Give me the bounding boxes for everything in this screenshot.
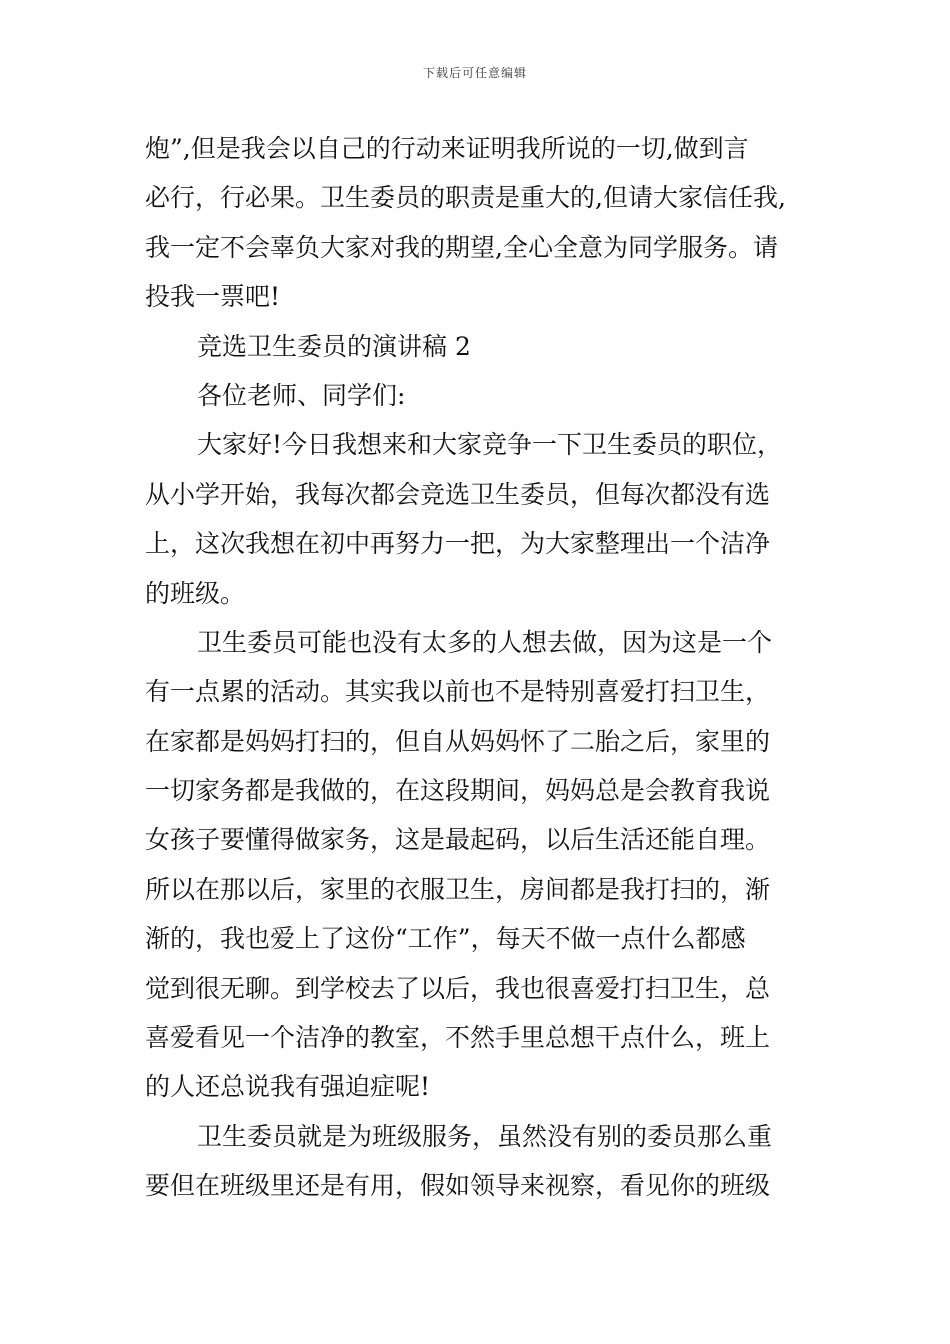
text-line: 有一点累的活动。其实我以前也不是特别喜爱打扫卫生，	[145, 677, 771, 707]
text-line: 的人还总说我有强迫症呢!	[145, 1072, 431, 1102]
text-line: 觉到很无聊。到学校去了以后，我也很喜爱打扫卫生，总	[145, 973, 771, 1003]
text-line: 大家好!今日我想来和大家竞争一下卫生委员的职位，	[197, 430, 783, 460]
text-line: 渐的，我也爱上了这份“工作”，每天不做一点什么都感	[145, 924, 746, 954]
text-line: 上，这次我想在初中再努力一把，为大家整理出一个洁净	[145, 529, 771, 559]
text-line: 要但在班级里还是有用，假如领导来视察，看见你的班级	[145, 1171, 771, 1201]
text-line: 喜爱看见一个洁净的教室，不然手里总想干点什么，班上	[145, 1023, 771, 1053]
text-line: 卫生委员就是为班级服务，虽然没有别的委员那么重	[197, 1121, 773, 1151]
text-line: 必行，行必果。卫生委员的职责是重大的,但请大家信任我,	[145, 183, 786, 213]
text-line: 竞选卫生委员的演讲稿 2	[197, 331, 471, 361]
text-line: 女孩子要懂得做家务，这是最起码，以后生活还能自理。	[145, 825, 771, 855]
text-line: 所以在那以后，家里的衣服卫生，房间都是我打扫的，渐	[145, 874, 771, 904]
text-line: 各位老师、同学们:	[197, 380, 406, 410]
text-line: 一切家务都是我做的，在这段期间，妈妈总是会教育我说	[145, 776, 771, 806]
text-line: 的班级。	[145, 578, 246, 608]
document-body	[145, 124, 815, 1211]
text-line: 投我一票吧!	[145, 282, 281, 312]
text-line: 炮”,但是我会以自己的行动来证明我所说的一切,做到言	[145, 134, 749, 163]
text-line: 在家都是妈妈打扫的，但自从妈妈怀了二胎之后，家里的	[145, 726, 771, 756]
text-line: 卫生委员可能也没有太多的人想去做，因为这是一个	[197, 627, 773, 657]
page-header: 下载后可任意编辑	[422, 66, 527, 80]
text-line: 从小学开始，我每次都会竞选卫生委员，但每次都没有选	[145, 479, 771, 509]
text-line: 我一定不会辜负大家对我的期望,全心全意为同学服务。请	[145, 232, 778, 262]
